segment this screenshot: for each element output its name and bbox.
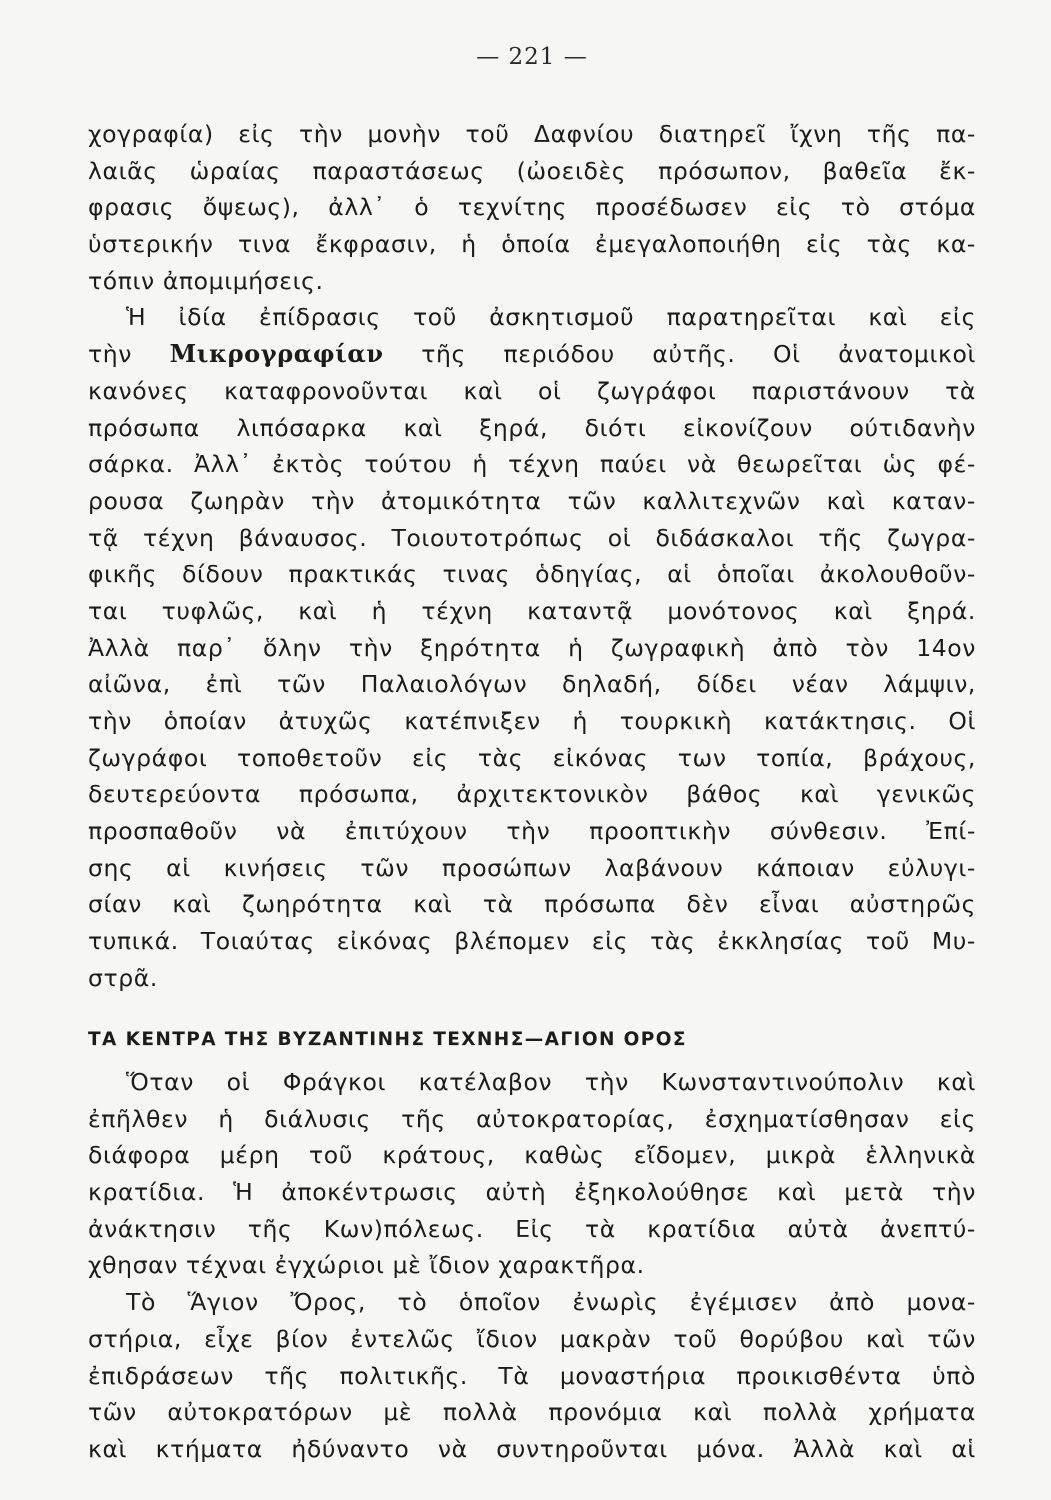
text-line: φικῆς δίδουν πρακτικάς τινας ὁδηγίας, αἱ ὁποῖαι ἀκολουθοῦν- (88, 560, 976, 589)
text-fragment: τὴν (88, 340, 132, 369)
text-line: ἐπιδράσεων τῆς πολιτικῆς. Τὰ μοναστήρια προικισθέντα ὑπὸ (88, 1361, 976, 1390)
text-line: δευτερεύοντα πρόσωπα, ἀρχιτεκτονικὸν βάθος καὶ γενικῶς (88, 780, 976, 809)
text-line: στήρια, εἶχε βίον ἐντελῶς ἴδιον μακρὰν τοῦ θορύβου καὶ τῶν (88, 1324, 976, 1353)
text-line: στρᾶ. (88, 963, 158, 992)
text-line: διάφορα μέρη τοῦ κράτους, καθὼς εἴδομεν, μικρὰ ἑλληνικὰ (88, 1141, 976, 1170)
book-page (88, 0, 976, 1500)
text-line: ζωγράφοι τοποθετοῦν εἰς τὰς εἰκόνας των τοπία, βράχους, (88, 743, 976, 772)
paragraph-block-2 (88, 1064, 976, 1468)
text-line: ρουσα ζωηρὰν τὴν ἀτομικότητα τῶν καλλιτεχνῶν καὶ καταν- (88, 486, 976, 515)
paragraph-block-1 (88, 116, 976, 997)
text-line-with-bold (88, 336, 976, 373)
text-line: Ἡ ἰδία ἐπίδρασις τοῦ ἀσκητισμοῦ παρατηρεῖται καὶ εἰς (126, 303, 976, 332)
text-line: ἀνάκτησιν τῆς Κων)πόλεως. Εἰς τὰ κρατίδια αὐτὰ ἀνεπτύ- (88, 1214, 976, 1243)
text-line: ἐπῆλθεν ἡ διάλυσις τῆς αὐτοκρατορίας, ἐσχηματίσθησαν εἰς (88, 1104, 976, 1133)
text-line: σίαν καὶ ζωηρότητα καὶ τὰ πρόσωπα δὲν εἶναι αὐστηρῶς (88, 890, 976, 919)
text-line: καὶ κτήματα ἠδύναντο νὰ συντηροῦνται μόνα. Ἀλλὰ καὶ αἱ (88, 1434, 976, 1463)
bold-term-mikrografian: Μικρογραφίαν (169, 339, 384, 369)
text-line: αἰῶνα, ἐπὶ τῶν Παλαιολόγων δηλαδή, δίδει νέαν λάμψιν, (88, 670, 976, 699)
text-line: τὴν ὁποίαν ἀτυχῶς κατέπνιξεν ἡ τουρκικὴ κατάκτησις. Οἱ (88, 707, 976, 735)
text-line: Ὅταν οἱ Φράγκοι κατέλαβον τὴν Κωνσταντινούπολιν καὶ (126, 1068, 976, 1096)
text-line: Ἀλλὰ παρ᾽ ὅλην τὴν ξηρότητα ἡ ζωγραφικὴ ἀπὸ τὸν 14ον (88, 633, 976, 662)
text-line: τᾷ τέχνη βάναυσος. Τοιουτοτρόπως οἱ διδάσκαλοι τῆς ζωγρα- (88, 523, 976, 552)
text-line: Τὸ Ἅγιον Ὄρος, τὸ ὁποῖον ἐνωρὶς ἐγέμισεν ἀπὸ μονα- (126, 1288, 976, 1317)
text-line: φρασις ὄψεως), ἀλλ᾽ ὁ τεχνίτης προσέδωσεν εἰς τὸ στόμα (88, 193, 976, 222)
text-line: τῶν αὐτοκρατόρων μὲ πολλὰ προνόμια καὶ πολλὰ χρήματα (88, 1398, 976, 1427)
text-line: χογραφία) εἰς τὴν μονὴν τοῦ Δαφνίου διατηρεῖ ἴχνη τῆς πα- (88, 120, 976, 148)
text-line: ται τυφλῶς, καὶ ἡ τέχνη καταντᾷ μονότονος καὶ ξηρά. (88, 596, 976, 625)
text-line: κανόνες καταφρονοῦνται καὶ οἱ ζωγράφοι παριστάνουν τὰ (88, 376, 976, 405)
text-line: λαιᾶς ὡραίας παραστάσεως (ὠοειδὲς πρόσωπον, βαθεῖα ἔκ- (88, 156, 976, 185)
text-line: ὑστερικήν τινα ἔκφρασιν, ἡ ὁποία ἐμεγαλοποιήθη εἰς τὰς κα- (88, 230, 976, 259)
text-line: σάρκα. Ἀλλ᾽ ἐκτὸς τούτου ἡ τέχνη παύει νὰ θεωρεῖται ὡς φέ- (88, 450, 976, 479)
page-number: — 221 — (476, 44, 588, 70)
text-line: χθησαν τέχναι ἐγχώριοι μὲ ἴδιον χαρακτῆρα. (88, 1251, 645, 1280)
text-line: τυπικά. Τοιαύτας εἰκόνας βλέπομεν εἰς τὰς ἐκκλησίας τοῦ Μυ- (88, 927, 976, 956)
section-heading: ΤΑ ΚΕΝΤΡΑ ΤΗΣ ΒΥΖΑΝΤΙΝΗΣ ΤΕΧΝΗΣ—ΑΓΙΟΝ ΟΡΟΣ (88, 1029, 687, 1050)
text-line: σης αἱ κινήσεις τῶν προσώπων λαβάνουν κάποιαν εὐλυγι- (88, 853, 976, 882)
text-line: προσπαθοῦν νὰ ἐπιτύχουν τὴν προοπτικὴν σύνθεσιν. Ἐπί- (88, 817, 976, 846)
text-line: πρόσωπα λιπόσαρκα καὶ ξηρά, διότι εἰκονίζουν ούτιδανὴν (88, 413, 976, 442)
text-line: κρατίδια. Ἡ ἀποκέντρωσις αὐτὴ ἐξηκολούθησε καὶ μετὰ τὴν (88, 1178, 976, 1207)
text-line: τόπιν ἀπομιμήσεις. (88, 266, 324, 295)
text-fragment: τῆς περιόδου αὐτῆς. Οἱ ἀνατομικοὶ (421, 340, 976, 369)
